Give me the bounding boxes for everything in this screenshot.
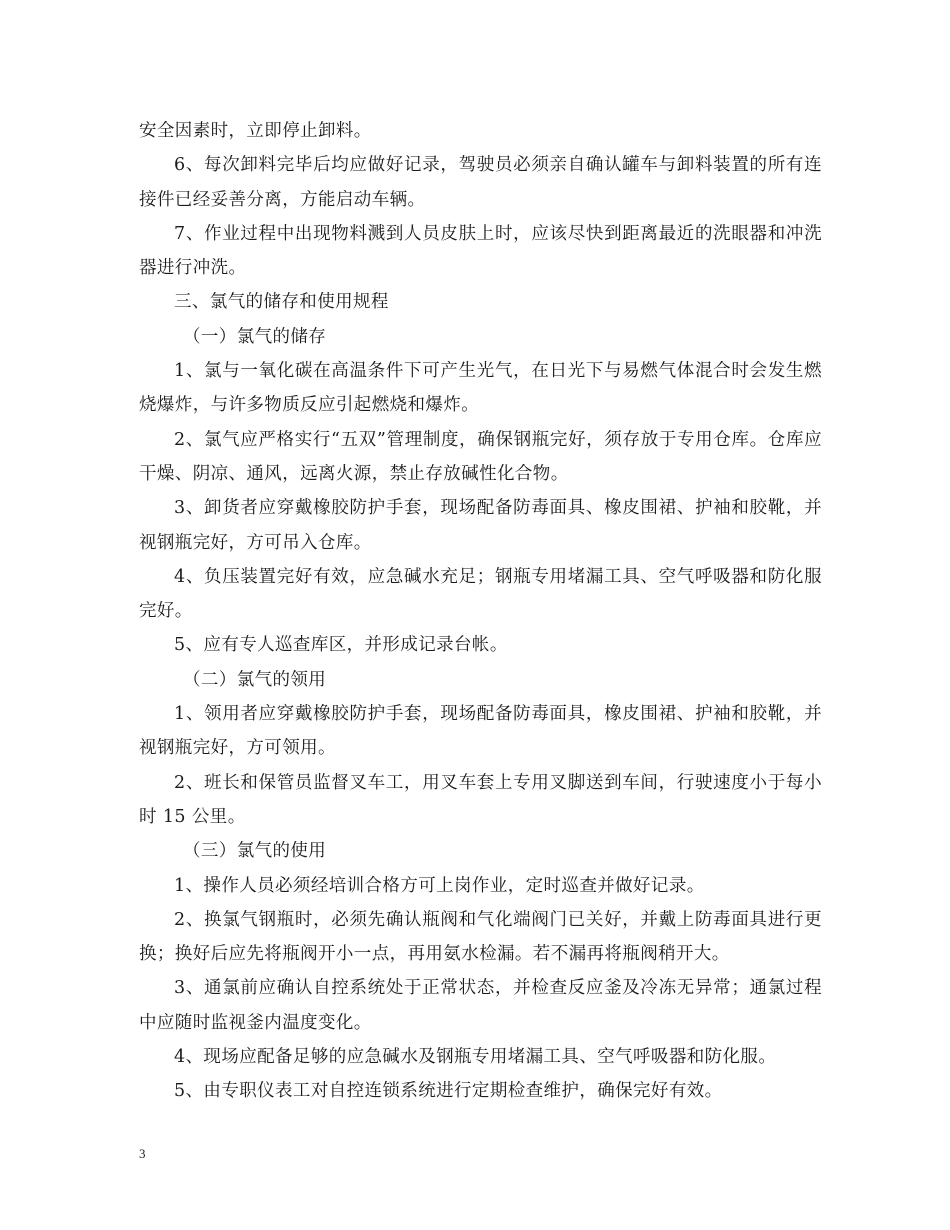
paragraph: 4、现场应配备足够的应急碱水及钢瓶专用堵漏工具、空气呼吸器和防化服。 xyxy=(174,1047,777,1068)
subsection-heading: （二）氯气的领用 xyxy=(183,669,327,690)
subsection-heading: （三）氯气的使用 xyxy=(183,841,327,862)
paragraph: 2、班长和保管员监督叉车工，用叉车套上专用叉脚送到车间，行驶速度小于每小时 15 公里。 xyxy=(139,772,822,827)
paragraph: 4、负压装置完好有效，应急碱水充足；钢瓶专用堵漏工具、空气呼吸器和防化服完好。 xyxy=(139,566,822,622)
paragraph: 5、应有专人巡查库区，并形成记录台帐。 xyxy=(174,635,508,656)
paragraph: 2、氯气应严格实行“五双”管理制度，确保钢瓶完好，须存放于专用仓库。仓库应干燥、阴凉、通风，远离火源，禁止存放碱性化合物。 xyxy=(139,429,822,484)
paragraph: 7、作业过程中出现物料溅到人员皮肤上时，应该尽快到距离最近的洗眼器和冲洗器进行冲洗。 xyxy=(139,223,822,279)
subsection-heading: （一）氯气的储存 xyxy=(183,326,327,347)
paragraph: 1、氯与一氧化碳在高温条件下可产生光气，在日光下与易燃气体混合时会发生燃烧爆炸，与许多物质反应引起燃烧和爆炸。 xyxy=(139,361,822,416)
section-heading: 三、氯气的储存和使用规程 xyxy=(174,292,389,313)
paragraph: 安全因素时，立即停止卸料。 xyxy=(139,121,372,141)
paragraph: 1、操作人员必须经培训合格方可上岗作业，定时巡查并做好记录。 xyxy=(174,875,705,896)
paragraph: 3、卸货者应穿戴橡胶防护手套，现场配备防毒面具、橡皮围裙、护袖和胶靴，并视钢瓶完好，方可吊入仓库。 xyxy=(139,498,822,553)
paragraph: 1、领用者应穿戴橡胶防护手套，现场配备防毒面具，橡皮围裙、护袖和胶靴，并视钢瓶完好，方可领用。 xyxy=(139,704,822,759)
paragraph: 3、通氯前应确认自控系统处于正常状态，并检查反应釜及冷冻无异常；通氯过程中应随时监视釜内温度变化。 xyxy=(139,978,822,1033)
paragraph: 2、换氯气钢瓶时，必须先确认瓶阀和气化端阀门已关好，并戴上防毒面具进行更换；换好后应先将瓶阀开小一点，再用氨水检漏。若不漏再将瓶阀稍开大。 xyxy=(139,909,822,965)
paragraph: 5、由专职仪表工对自控连锁系统进行定期检查维护，确保完好有效。 xyxy=(174,1081,723,1102)
page-number: 3 xyxy=(139,1146,146,1161)
body-text xyxy=(139,114,822,1109)
paragraph: 6、每次卸料完毕后均应做好记录，驾驶员必须亲自确认罐车与卸料装置的所有连接件已经妥善分离，方能启动车辆。 xyxy=(139,155,822,210)
